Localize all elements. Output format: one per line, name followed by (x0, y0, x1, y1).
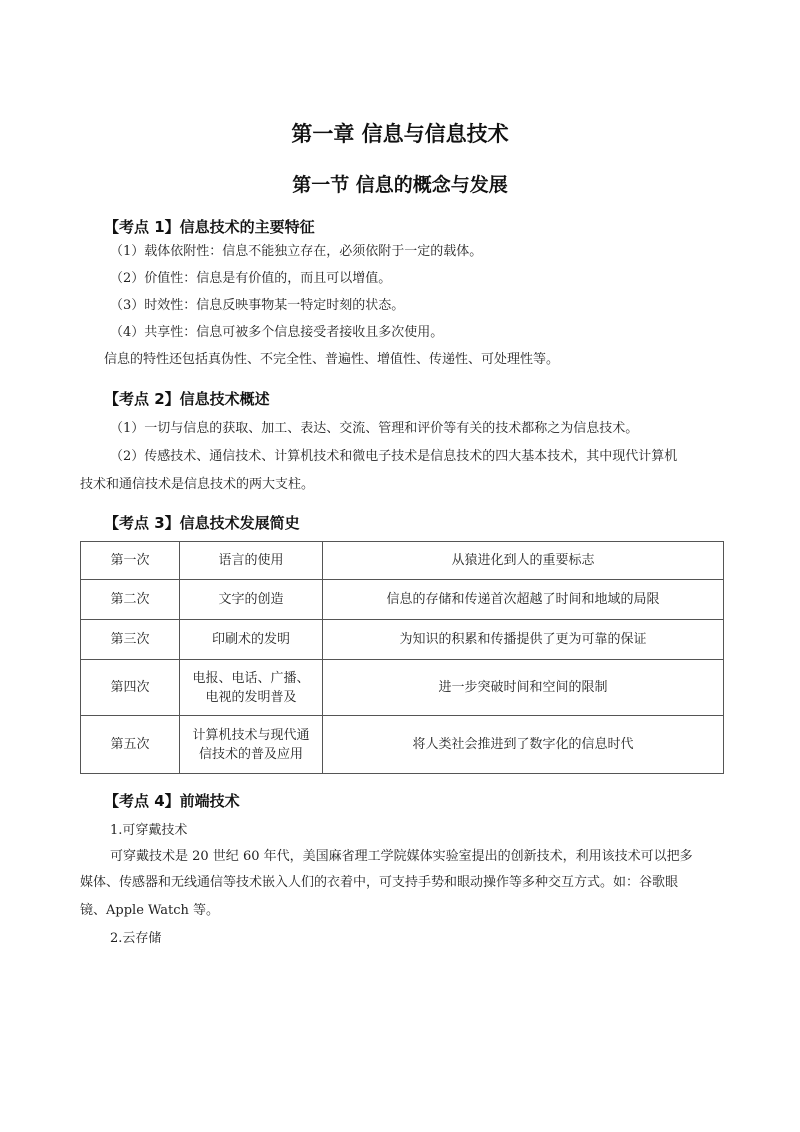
kp1-item-3: （3）时效性：信息反映事物某一特定时刻的状态。 (110, 298, 405, 313)
kp4-para-line-2: 媒体、传感器和无线通信等技术嵌入人们的衣着中，可支持手势和眼动操作等多种交互方式。如：谷歌眼 (80, 875, 679, 890)
order-cell: 第一次 (81, 542, 180, 580)
chapter-title: 第一章 信息与信息技术 (291, 122, 509, 146)
table-row (81, 620, 724, 660)
kp1-heading: 【考点 1】信息技术的主要特征 (104, 218, 315, 236)
kp1-item-4: （4）共享性：信息可被多个信息接受者接收且多次使用。 (110, 325, 444, 340)
event-line: 电视的发明普及 (205, 689, 297, 705)
kp4-para-line-1: 可穿戴技术是 20 世纪 60 年代，美国麻省理工学院媒体实验室提出的创新技术，利用该技术可以把多 (110, 849, 693, 864)
table-row (81, 660, 724, 716)
table-row (81, 542, 724, 580)
kp2-item-1: （1）一切与信息的获取、加工、表达、交流、管理和评价等有关的技术都称之为信息技术。 (110, 421, 639, 436)
kp4-sub-2: 2.云存储 (110, 931, 162, 946)
significance-cell: 信息的存储和传递首次超越了时间和地域的局限 (323, 580, 724, 620)
event-line: 印刷术的发明 (211, 632, 290, 647)
kp2-item-2-line-2: 技术和通信技术是信息技术的两大支柱。 (80, 477, 315, 492)
event-cell (180, 620, 323, 660)
section-title: 第一节 信息的概念与发展 (292, 174, 508, 196)
kp3-heading: 【考点 3】信息技术发展简史 (104, 514, 300, 532)
event-line: 信技术的普及应用 (198, 746, 303, 762)
event-cell (180, 660, 323, 716)
kp1-item-2: （2）价值性：信息是有价值的，而且可以增值。 (110, 271, 392, 286)
kp4-sub-1: 1.可穿戴技术 (110, 823, 188, 838)
significance-cell: 为知识的积累和传播提供了更为可靠的保证 (323, 620, 724, 660)
event-line: 语言的使用 (218, 553, 284, 568)
significance-cell: 从猿进化到人的重要标志 (323, 542, 724, 580)
event-line: 电报、电话、广播、 (192, 670, 310, 686)
event-line: 计算机技术与现代通 (192, 727, 310, 743)
kp2-heading: 【考点 2】信息技术概述 (104, 390, 270, 408)
event-cell (180, 580, 323, 620)
significance-cell: 将人类社会推进到了数字化的信息时代 (323, 716, 724, 774)
event-cell (180, 716, 323, 774)
kp2-item-2-line-1: （2）传感技术、通信技术、计算机技术和微电子技术是信息技术的四大基本技术，其中现代计算机 (110, 449, 678, 464)
event-cell (180, 542, 323, 580)
event-line: 文字的创造 (218, 592, 284, 607)
kp4-para-line-3: 镜、Apple Watch 等。 (80, 903, 220, 918)
significance-cell: 进一步突破时间和空间的限制 (323, 660, 724, 716)
kp4-heading: 【考点 4】前端技术 (104, 792, 240, 810)
table-row (81, 716, 724, 774)
kp1-note: 信息的特性还包括真伪性、不完全性、普遍性、增值性、传递性、可处理性等。 (104, 352, 560, 367)
order-cell: 第二次 (81, 580, 180, 620)
kp1-item-1: （1）载体依附性：信息不能独立存在，必须依附于一定的载体。 (110, 244, 483, 259)
order-cell: 第五次 (81, 716, 180, 774)
order-cell: 第三次 (81, 620, 180, 660)
history-table (80, 541, 724, 774)
table-row (81, 580, 724, 620)
order-cell: 第四次 (81, 660, 180, 716)
